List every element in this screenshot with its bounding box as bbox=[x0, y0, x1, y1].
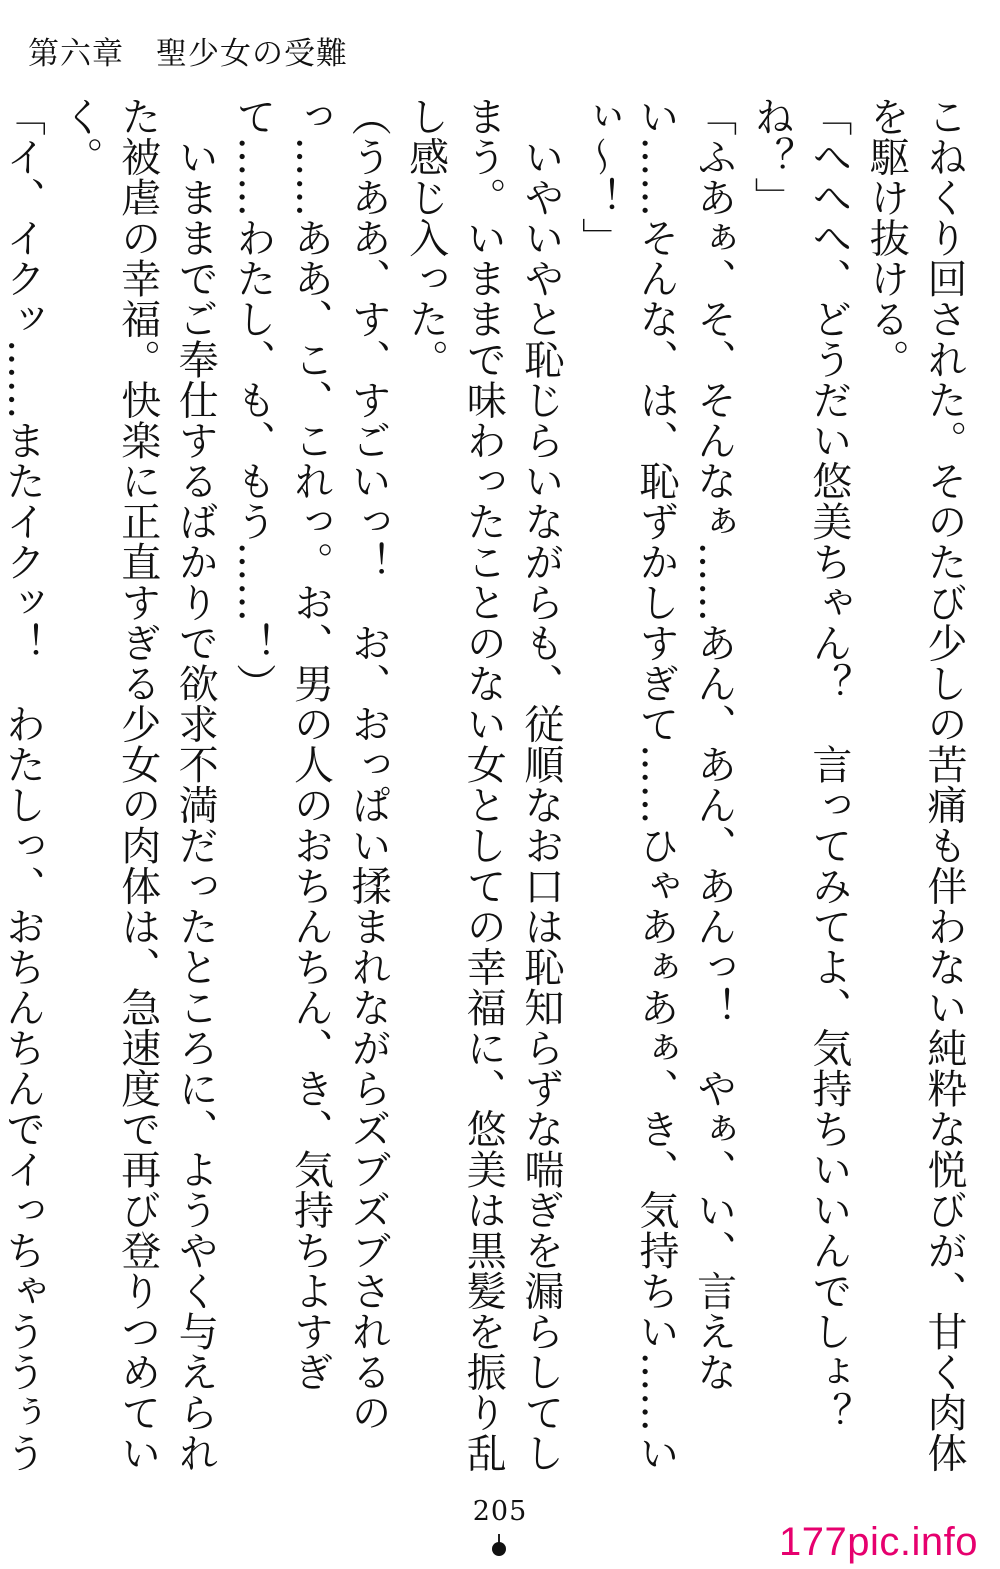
paragraph: いままでご奉仕するばかりで欲求不満だったところに、ようやく与えられた被虐の幸福。快楽に正直すぎる少女の肉体は、急速度で再び登りつめていく。 bbox=[57, 96, 219, 1473]
paragraph: （うああ、す、すごいっ！ お、おっぱい揉まれながらズブズブされるのっ……ああ、こ、これっ。お、男の人のおちんちん、き、気持ちよすぎて……わたし、も、もう……！） bbox=[229, 96, 392, 1433]
page-marker-dot bbox=[492, 1542, 506, 1556]
paragraph: 「ふあぁ、そ、そんなぁ……あん、あん、あんっ！ やぁ、い、言えない……そんな、は、恥ずかしすぎて……ひゃあぁあぁ、き、気持ちい……いぃ～！」 bbox=[575, 96, 737, 1473]
chapter-header: 第六章 聖少女の受難 bbox=[28, 36, 348, 72]
page-number: 205 bbox=[472, 1496, 528, 1527]
watermark-text: 177pic.info bbox=[779, 1520, 978, 1564]
paragraph: いやいやと恥じらいながらも、従順なお口は恥知らずな喘ぎを漏らしてしまう。いままで味わったことのない女としての幸福に、悠美は黒髪を振り乱し感じ入った。 bbox=[402, 96, 564, 1473]
paragraph: 「へへへ、どうだい悠美ちゃん？ 言ってみてよ、気持ちいいんでしょ？ ね？」 bbox=[748, 96, 852, 1473]
paragraph: こねくり回された。そのたび少しの苦痛も伴わない純粋な悦びが、甘く肉体を駆け抜ける。 bbox=[863, 96, 967, 1473]
body-text bbox=[0, 96, 972, 1496]
paragraph: 「イ、イクッ……またイクッ！ わたしっ、おちんちんでイっちゃううぅう bbox=[0, 96, 46, 1473]
